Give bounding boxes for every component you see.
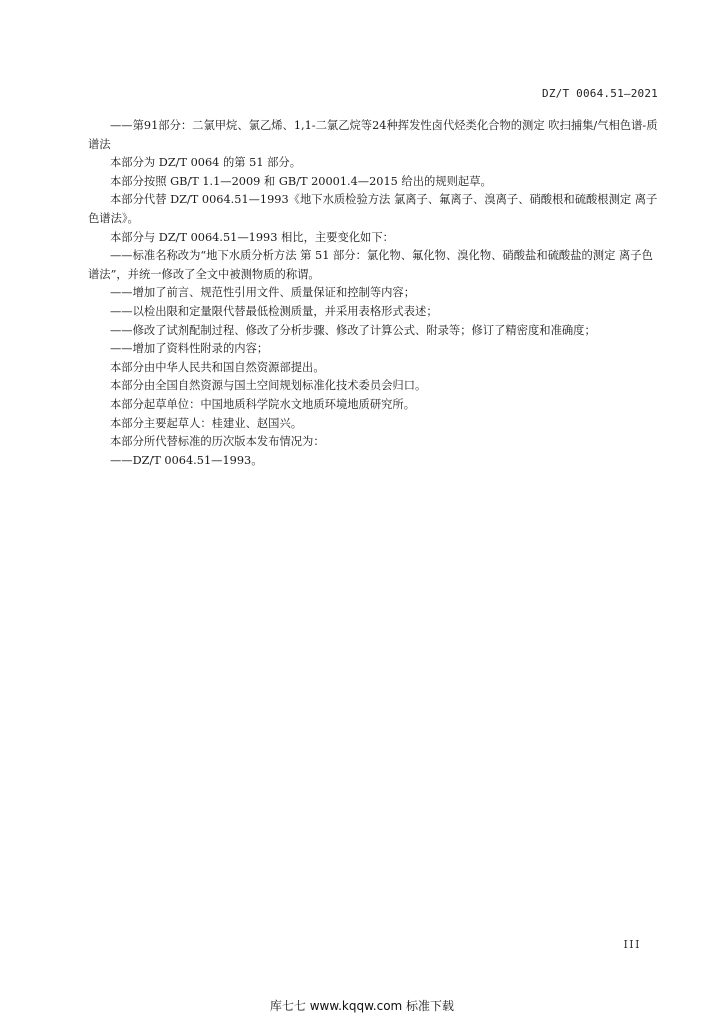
paragraph-under-jurisdiction: 本部分由全国自然资源与国土空间规划标准化技术委员会归口。 [110,379,427,393]
history-item: ——DZ/T 0064.51—1993。 [110,453,263,467]
paragraph-part91: ——第91部分：二氯甲烷、氯乙烯、1,1-二氯乙烷等24种挥发性卤代烃类化合物的测定 吹扫捕集/气相色谱-质谱法 [88,119,658,151]
foreword-body [88,117,660,470]
footer-watermark: 库七七 www.kqqw.com 标准下载 [269,999,455,1013]
change-item-name: ——标准名称改为“地下水质分析方法 第 51 部分：氯化物、氟化物、溴化物、硝酸盐和硫酸盐的测定 离子色谱法”，并统一修改了全文中被测物质的称谓。 [88,249,653,281]
paragraph-drafting-unit: 本部分起草单位：中国地质科学院水文地质环境地质研究所。 [110,397,416,411]
paragraph-part-of: 本部分为 DZ/T 0064 的第 51 部分。 [110,156,301,170]
paragraph-drafters: 本部分主要起草人：桂建业、赵国兴。 [110,416,303,430]
paragraph-replaces: 本部分代替 DZ/T 0064.51—1993《地下水质检验方法 氯离子、氟离子、溴离子、硝酸根和硫酸根测定 离子色谱法》。 [88,193,658,225]
change-item-procedure: ——修改了试剂配制过程、修改了分析步骤、修改了计算公式、附录等；修订了精密度和准确度； [110,323,596,337]
paragraph-changes-intro: 本部分与 DZ/T 0064.51—1993 相比，主要变化如下： [110,230,394,244]
paragraph-history-intro: 本部分所代替标准的历次版本发布情况为： [110,435,325,449]
paragraph-drafting-rules: 本部分按照 GB/T 1.1—2009 和 GB/T 20001.4—2015 给出的规则起草。 [110,174,492,188]
standard-number-header: DZ/T 0064.51—2021 [542,87,658,100]
change-item-limits: ——以检出限和定量限代替最低检测质量，并采用表格形式表述； [110,304,438,318]
paragraph-proposed-by: 本部分由中华人民共和国自然资源部提出。 [110,360,325,374]
change-item-appendix: ——增加了资料性附录的内容； [110,342,269,356]
page-number: III [623,938,641,951]
change-item-foreword: ——增加了前言、规范性引用文件、质量保证和控制等内容； [110,286,416,300]
